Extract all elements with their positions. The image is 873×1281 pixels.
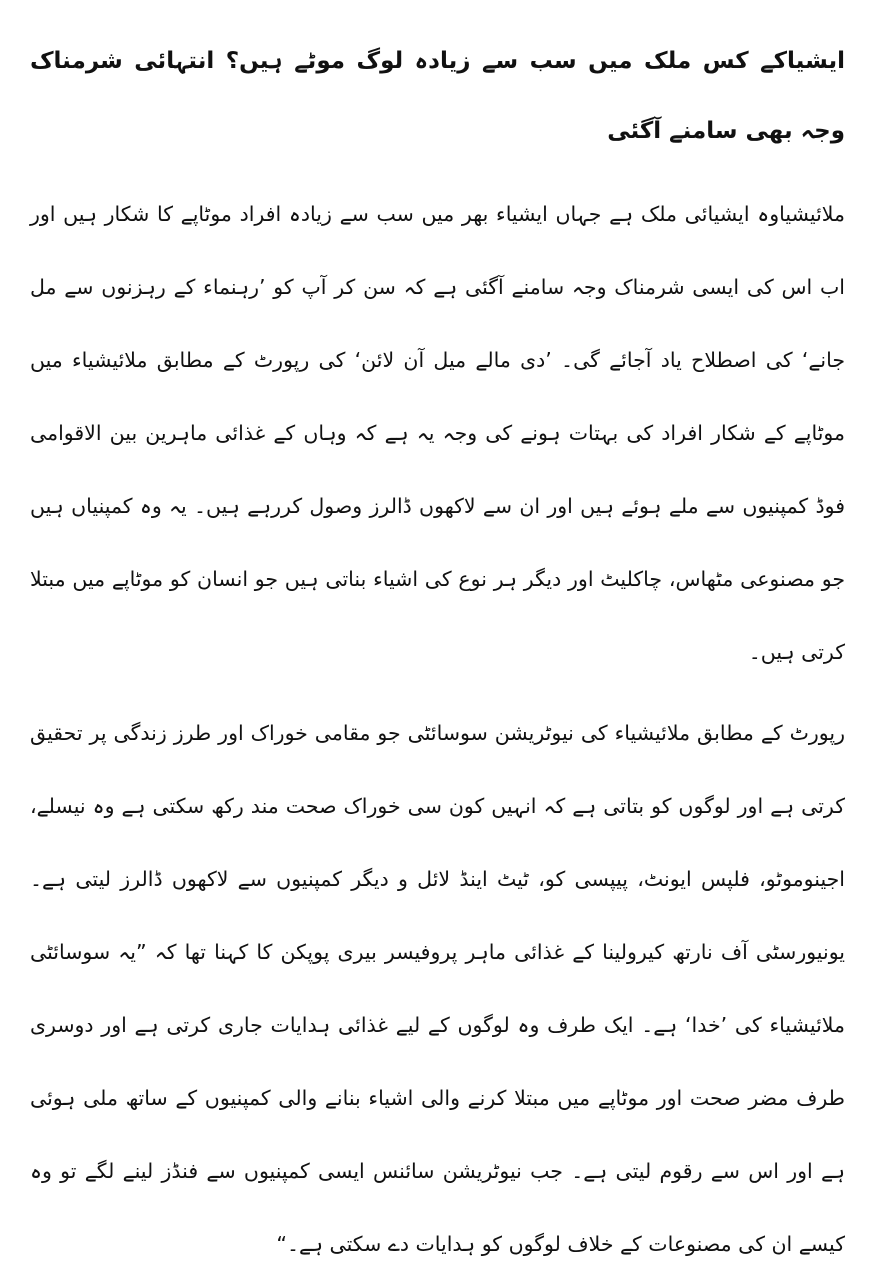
article-paragraph-1: ملائیشیاوہ ایشیائی ملک ہے جہاں ایشیاء بھر میں سب سے زیادہ افراد موٹاپے کا شکار ہیں اور اب اس کی ایسی شرمناک وجہ سامنے آگئی ہے کہ سن کر آپ کو ’رہنماء کے رہزنوں سے مل جانے‘ کی اصطلاح یاد آجائے گی۔ ’دی مالے میل آن لائن‘ کی رپورٹ کے مطابق ملائیشیاء میں موٹاپے کے شکار افراد کی بہتات ہونے کی وجہ یہ ہے کہ وہاں کے غذائی ماہرین بین الاقوامی فوڈ کمپنیوں سے ملے ہوئے ہیں اور ان سے لاکھوں ڈالرز وصول کررہے ہیں۔ یہ وہ کمپنیاں ہیں جو مصنوعی مٹھاس، چاکلیٹ اور دیگر ہر نوع کی اشیاء بناتی ہیں جو انسان کو موٹاپے میں مبتلا کرتی ہیں۔ bbox=[30, 202, 845, 664]
article-headline: ایشیاکے کس ملک میں سب سے زیادہ لوگ موٹے ہیں؟ انتہائی شرمناک وجہ بھی سامنے آگئی bbox=[30, 48, 845, 144]
article-paragraph-2: رپورٹ کے مطابق ملائیشیاء کی نیوٹریشن سوسائٹی جو مقامی خوراک اور طرز زندگی پر تحقیق کرتی ہے اور لوگوں کو بتاتی ہے کہ انہیں کون سی خوراک صحت مند رکھ سکتی ہے وہ نیسلے، اجینوموٹو، فلپس ایونٹ، پیپسی کو، ٹیٹ اینڈ لائل و دیگر کمپنیوں سے لاکھوں ڈالرز لیتی ہے۔ یونیورسٹی آف نارتھ کیرولینا کے غذائی ماہر پروفیسر بیری پوپکن کا کہنا تھا کہ ”یہ سوسائٹی ملائیشیاء کی ’خدا‘ ہے۔ ایک طرف وہ لوگوں کے لیے غذائی ہدایات جاری کرتی ہے اور دوسری طرف مضر صحت اور موٹاپے میں مبتلا کرنے والی اشیاء بنانے والی کمپنیوں کے ساتھ ملی ہوئی ہے اور اس سے رقوم لیتی ہے۔ جب نیوٹریشن سائنس ایسی کمپنیوں سے فنڈز لینے لگے تو وہ کیسے ان کی مصنوعات کے خلاف لوگوں کو ہدایات دے سکتی ہے۔“ bbox=[30, 721, 845, 1256]
